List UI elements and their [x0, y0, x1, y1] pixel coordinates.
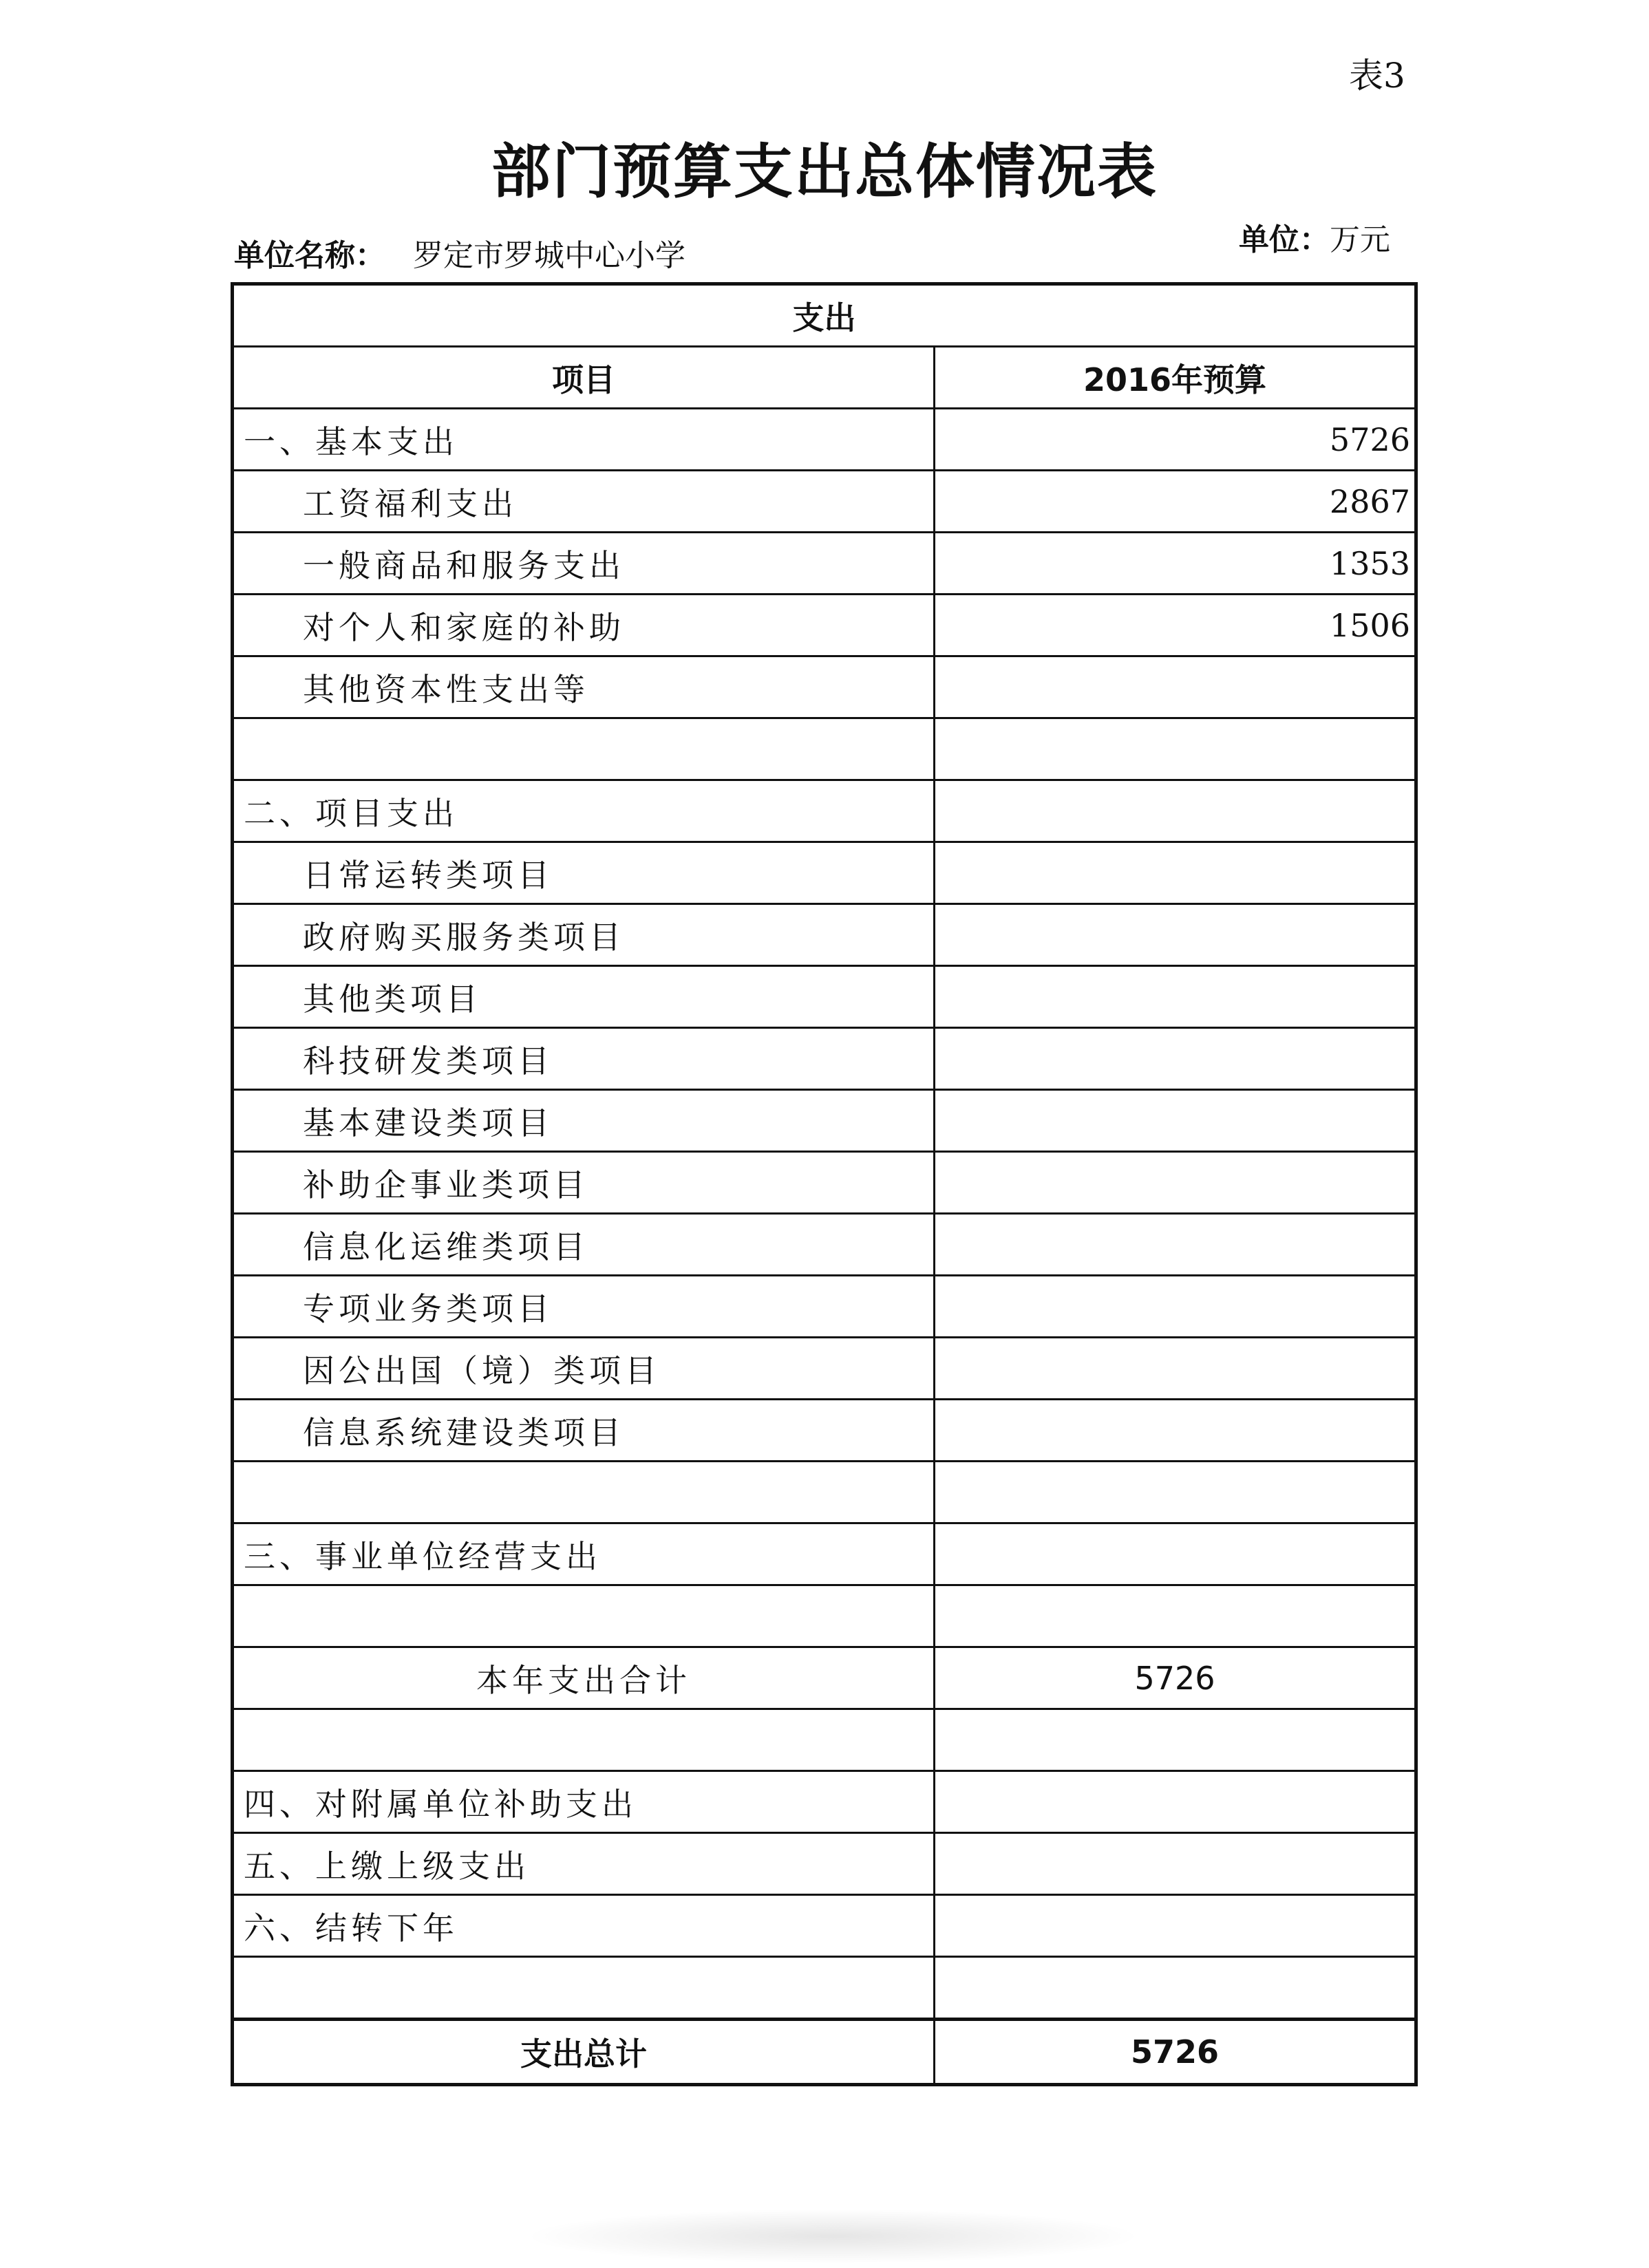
subtotal-label: 本年支出合计: [233, 1647, 935, 1709]
row-value: [935, 1338, 1416, 1400]
row-label: 政府购买服务类项目: [233, 904, 935, 966]
table-row: [233, 718, 1416, 780]
column-header-item: 项目: [233, 347, 935, 409]
row-label: 日常运转类项目: [233, 842, 935, 904]
row-label: [233, 1709, 935, 1771]
unit-measure-line: [1239, 215, 1390, 259]
table-number: 表3: [1349, 56, 1405, 96]
row-label: 四、对附属单位补助支出: [233, 1771, 935, 1833]
row-value: [935, 656, 1416, 718]
row-value: [935, 1523, 1416, 1585]
row-label: 三、事业单位经营支出: [233, 1523, 935, 1585]
row-label: 其他资本性支出等: [233, 656, 935, 718]
row-value: [935, 780, 1416, 842]
row-label: 专项业务类项目: [233, 1276, 935, 1338]
total-label: 支出总计: [233, 2020, 935, 2085]
table-row: [233, 1771, 1416, 1833]
row-value: 5726: [935, 409, 1416, 471]
table-row: [233, 1833, 1416, 1895]
table-row: [233, 1957, 1416, 2020]
table-row: [233, 533, 1416, 595]
row-value: 1353: [935, 533, 1416, 595]
row-label: 信息化运维类项目: [233, 1214, 935, 1276]
row-label: [233, 1462, 935, 1523]
row-value: [935, 1957, 1416, 2020]
unit-label: 单位：: [1239, 222, 1330, 257]
table-row: [233, 1152, 1416, 1214]
row-label: 一、基本支出: [233, 409, 935, 471]
table-row: [233, 966, 1416, 1028]
row-label: 六、结转下年: [233, 1895, 935, 1957]
column-header-budget: 2016年预算: [935, 347, 1416, 409]
table-row: [233, 595, 1416, 656]
row-label: 基本建设类项目: [233, 1090, 935, 1152]
row-label: 工资福利支出: [233, 471, 935, 533]
row-value: [935, 1028, 1416, 1090]
row-label: 对个人和家庭的补助: [233, 595, 935, 656]
table-row: [233, 656, 1416, 718]
row-label: [233, 718, 935, 780]
row-value: [935, 1462, 1416, 1523]
row-value: [935, 1895, 1416, 1957]
row-value: [935, 718, 1416, 780]
budget-table: [231, 282, 1418, 2086]
row-value: [935, 842, 1416, 904]
row-label: 补助企事业类项目: [233, 1152, 935, 1214]
row-label: [233, 1585, 935, 1647]
column-header-row: [233, 347, 1416, 409]
table-row: [233, 1338, 1416, 1400]
section-header: 支出: [233, 284, 1416, 347]
table-row: [233, 1090, 1416, 1152]
table-row: [233, 409, 1416, 471]
row-value: [935, 1833, 1416, 1895]
row-value: [935, 1771, 1416, 1833]
subtotal-row: [233, 1647, 1416, 1709]
row-value: [935, 1400, 1416, 1462]
table-row: [233, 1028, 1416, 1090]
row-label: 信息系统建设类项目: [233, 1400, 935, 1462]
row-label: 二、项目支出: [233, 780, 935, 842]
page-title: 部门预算支出总体情况表: [491, 137, 1158, 206]
section-header-row: [233, 284, 1416, 347]
table-row: [233, 1523, 1416, 1585]
row-value: [935, 1152, 1416, 1214]
table-row: [233, 1895, 1416, 1957]
row-value: [935, 1214, 1416, 1276]
unit-name-value: 罗定市罗城中心小学: [413, 238, 685, 273]
row-label: 因公出国（境）类项目: [233, 1338, 935, 1400]
unit-value: 万元: [1330, 222, 1390, 257]
row-value: [935, 1709, 1416, 1771]
table-row: [233, 1276, 1416, 1338]
table-row: [233, 904, 1416, 966]
table-row: [233, 471, 1416, 533]
row-value: [935, 1276, 1416, 1338]
row-label: 其他类项目: [233, 966, 935, 1028]
row-label: 科技研发类项目: [233, 1028, 935, 1090]
total-value: 5726: [935, 2020, 1416, 2085]
row-label: 一般商品和服务支出: [233, 533, 935, 595]
row-value: [935, 1585, 1416, 1647]
table-row: [233, 1400, 1416, 1462]
table-row: [233, 1462, 1416, 1523]
row-value: 2867: [935, 471, 1416, 533]
table-row: [233, 1214, 1416, 1276]
row-value: [935, 966, 1416, 1028]
row-value: 1506: [935, 595, 1416, 656]
scan-shadow: [523, 2209, 1142, 2264]
total-row: [233, 2020, 1416, 2085]
row-value: [935, 904, 1416, 966]
row-value: [935, 1090, 1416, 1152]
subtotal-value: 5726: [935, 1647, 1416, 1709]
table-row: [233, 1709, 1416, 1771]
row-label: [233, 1957, 935, 2020]
table-row: [233, 780, 1416, 842]
unit-name-line: [234, 231, 685, 275]
table-row: [233, 842, 1416, 904]
row-label: 五、上缴上级支出: [233, 1833, 935, 1895]
unit-name-label: 单位名称：: [234, 238, 385, 273]
table-row: [233, 1585, 1416, 1647]
